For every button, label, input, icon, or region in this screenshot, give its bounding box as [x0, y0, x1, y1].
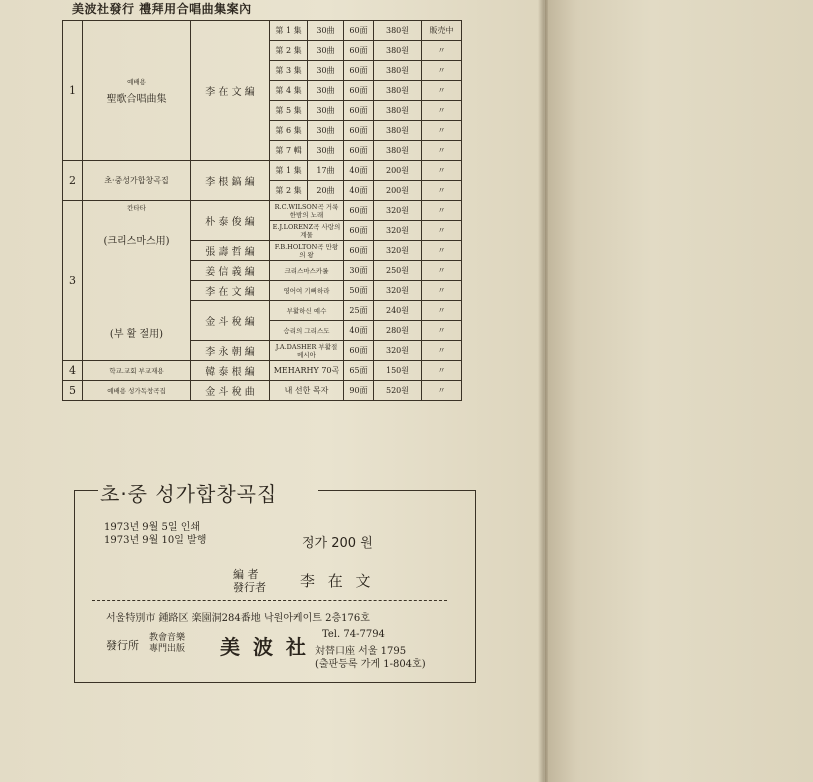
price-cell: 320원: [374, 241, 422, 261]
telephone: Tel. 74-7794: [322, 629, 385, 640]
work-cell: R.C.WILSON곡 거룩한밤의 노래: [270, 201, 344, 221]
section-usage: 예배용: [127, 77, 146, 86]
songs-cell: 17曲: [308, 161, 344, 181]
section-number: 1: [63, 21, 83, 161]
work-cell: 영어여 기뻐하라: [270, 281, 344, 301]
pages-cell: 60面: [344, 21, 374, 41]
work-cell: MEHARHY 70곡: [270, 361, 344, 381]
section-editor: 李 在 文 編: [191, 281, 270, 301]
volume-cell: 第 2 集: [270, 41, 308, 61]
publisher-person-label: 發行者: [233, 581, 266, 594]
price: 정가 200 원: [302, 536, 373, 551]
pages-cell: 50面: [344, 281, 374, 301]
section-title: 초·중성가합창곡집: [83, 161, 191, 201]
section-title: [83, 21, 191, 161]
pages-cell: 60面: [344, 101, 374, 121]
songs-cell: 20曲: [308, 181, 344, 201]
section-label: (크리스마스用): [103, 236, 170, 247]
table-row: [63, 381, 462, 401]
price-cell: 380원: [374, 21, 422, 41]
price-cell: 380원: [374, 121, 422, 141]
work-cell: J.A.DASHER 부활절 메시아: [270, 341, 344, 361]
pages-cell: 60面: [344, 41, 374, 61]
section-title: 예배용 성가독창곡집: [83, 381, 191, 401]
section-editor: 金 斗 稅 曲: [191, 381, 270, 401]
volume-cell: 第 5 集: [270, 101, 308, 121]
price-cell: 320원: [374, 281, 422, 301]
songs-cell: 30曲: [308, 101, 344, 121]
status-cell: 〃: [422, 41, 462, 61]
work-cell: 내 선한 목자: [270, 381, 344, 401]
pages-cell: 60面: [344, 241, 374, 261]
status-cell: 〃: [422, 121, 462, 141]
editor-label: 編 者: [233, 568, 259, 581]
editor-name: 李 在 文: [300, 572, 375, 590]
status-cell: 〃: [422, 261, 462, 281]
price-cell: 520원: [374, 381, 422, 401]
status-cell: 〃: [422, 141, 462, 161]
status-cell: 販売中: [422, 21, 462, 41]
songs-cell: 30曲: [308, 21, 344, 41]
songs-cell: 30曲: [308, 81, 344, 101]
status-cell: 〃: [422, 381, 462, 401]
publisher-sub: 教會音樂: [149, 633, 186, 643]
section-title-text: 聖歌合唱曲集: [106, 93, 167, 105]
status-cell: 〃: [422, 181, 462, 201]
catalog-table: [62, 20, 462, 401]
section-editor: 金 斗 稅 編: [191, 301, 270, 341]
pages-cell: 65面: [344, 361, 374, 381]
publisher-name: 美 波 社: [220, 635, 309, 659]
pages-cell: 60面: [344, 221, 374, 241]
section-editor: 韓 泰 根 編: [191, 361, 270, 381]
pages-cell: 60面: [344, 121, 374, 141]
book-gutter: [538, 0, 548, 782]
status-cell: 〃: [422, 301, 462, 321]
registration: (출판등록 가게 1-804호): [315, 659, 426, 670]
status-cell: 〃: [422, 201, 462, 221]
section-editor: 李 永 朝 編: [191, 341, 270, 361]
price-cell: 240원: [374, 301, 422, 321]
volume-cell: 第 6 集: [270, 121, 308, 141]
price-cell: 380원: [374, 81, 422, 101]
work-cell: 부활하신 예수: [270, 301, 344, 321]
status-cell: 〃: [422, 161, 462, 181]
price-cell: 380원: [374, 141, 422, 161]
price-cell: 250원: [374, 261, 422, 281]
section-editor: 李 在 文 編: [191, 21, 270, 161]
section-editor: 李 根 鎬 編: [191, 161, 270, 201]
section-editor: 朴 泰 俊 編: [191, 201, 270, 241]
table-row: [63, 161, 462, 181]
songs-cell: 30曲: [308, 41, 344, 61]
pages-cell: 30面: [344, 261, 374, 281]
volume-cell: 第 2 集: [270, 181, 308, 201]
status-cell: 〃: [422, 241, 462, 261]
volume-cell: 第 7 輯: [270, 141, 308, 161]
status-cell: 〃: [422, 341, 462, 361]
songs-cell: 30曲: [308, 141, 344, 161]
volume-cell: 第 1 集: [270, 21, 308, 41]
pages-cell: 60面: [344, 61, 374, 81]
pages-cell: 40面: [344, 321, 374, 341]
section-number: 3: [63, 201, 83, 361]
section-editor: 張 壽 哲 編: [191, 241, 270, 261]
pages-cell: 60面: [344, 341, 374, 361]
divider: [92, 600, 447, 601]
price-cell: 320원: [374, 201, 422, 221]
publisher-sub: 專門出版: [149, 644, 186, 654]
price-cell: 280원: [374, 321, 422, 341]
price-cell: 320원: [374, 341, 422, 361]
section-number: 2: [63, 161, 83, 201]
volume-cell: 第 1 集: [270, 161, 308, 181]
account: 対替口座 서울 1795: [315, 646, 407, 657]
section-number: 4: [63, 361, 83, 381]
work-cell: F.B.HOLTON곡 만왕의 왕: [270, 241, 344, 261]
table-row: [63, 361, 462, 381]
table-row: [63, 21, 462, 41]
section-label: 칸타타: [127, 204, 146, 212]
section-editor: 姜 信 義 編: [191, 261, 270, 281]
right-page: [545, 0, 813, 782]
work-cell: E.J.LORENZ곡 사랑의 계물: [270, 221, 344, 241]
volume-cell: 第 4 集: [270, 81, 308, 101]
pages-cell: 60面: [344, 81, 374, 101]
price-cell: 150원: [374, 361, 422, 381]
status-cell: 〃: [422, 281, 462, 301]
work-cell: 승리의 그리스도: [270, 321, 344, 341]
section-title: 학교.교회 부교재용: [83, 361, 191, 381]
work-cell: 크리스마스카롤: [270, 261, 344, 281]
pages-cell: 90面: [344, 381, 374, 401]
pages-cell: 40面: [344, 181, 374, 201]
status-cell: 〃: [422, 81, 462, 101]
address: 서울特別市 鍾路区 楽園洞284番地 낙원아케이트 2층176호: [106, 613, 370, 624]
price-cell: 380원: [374, 41, 422, 61]
pages-cell: 40面: [344, 161, 374, 181]
price-cell: 200원: [374, 161, 422, 181]
status-cell: 〃: [422, 361, 462, 381]
status-cell: 〃: [422, 101, 462, 121]
status-cell: 〃: [422, 321, 462, 341]
pages-cell: 60面: [344, 201, 374, 221]
section-title: [83, 201, 191, 361]
price-cell: 200원: [374, 181, 422, 201]
table-row: [63, 201, 462, 221]
print-date: 1973년 9월 5일 인쇄: [104, 522, 201, 533]
songs-cell: 30曲: [308, 61, 344, 81]
price-cell: 380원: [374, 101, 422, 121]
publisher-label: 發行所: [106, 639, 139, 652]
status-cell: 〃: [422, 61, 462, 81]
section-label: (부 활 절用): [109, 329, 164, 340]
price-cell: 320원: [374, 221, 422, 241]
section-number: 5: [63, 381, 83, 401]
colophon-title: 초·중 성가합창곡집: [100, 482, 278, 506]
price-cell: 380원: [374, 61, 422, 81]
status-cell: 〃: [422, 221, 462, 241]
publish-date: 1973년 9월 10일 발행: [104, 535, 207, 546]
catalog-header: 美波社發行 禮拜用合唱曲集案內: [72, 2, 252, 16]
songs-cell: 30曲: [308, 121, 344, 141]
volume-cell: 第 3 集: [270, 61, 308, 81]
pages-cell: 25面: [344, 301, 374, 321]
pages-cell: 60面: [344, 141, 374, 161]
